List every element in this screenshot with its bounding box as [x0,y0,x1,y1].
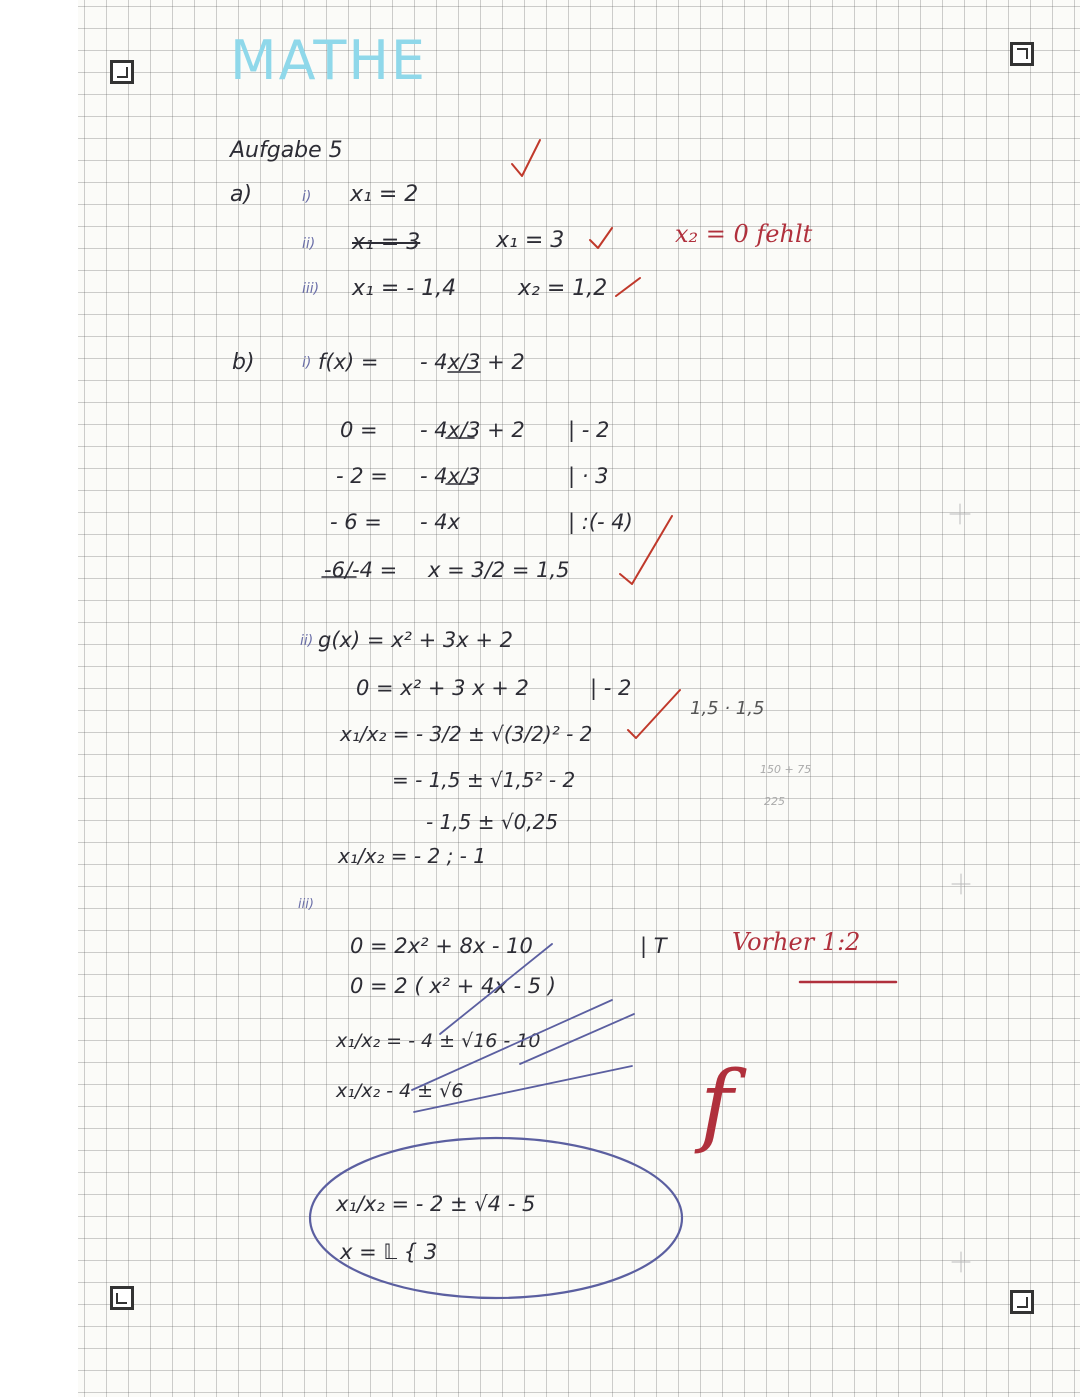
side-calc-2: 150 + 75 [760,763,812,776]
correction-missing-root: x₂ = 0 fehlt [675,220,813,248]
b-i-line-1-lhs: f(x) = [318,350,379,374]
part-a-ii-equation: x₁ = 3 [496,228,565,253]
b-i-line-5-rhs: x = 3/2 = 1,5 [428,558,570,582]
side-calc-1: 1,5 · 1,5 [690,698,765,719]
part-a-iii-equation-1: x₁ = - 1,4 [352,276,457,301]
b-ii-line-6: x₁/x₂ = - 2 ; - 1 [338,844,486,868]
part-a-i-equation: x₁ = 2 [350,182,419,207]
page-title: MATHE [230,29,428,92]
b-i-line-2-rhs: - 4x/3 + 2 [420,418,525,442]
task-heading: Aufgabe 5 [230,138,343,163]
b-i-line-3-lhs: - 2 = [336,464,388,488]
part-a-i-number: i) [302,189,312,205]
b-i-line-4-rhs: - 4x [420,510,461,534]
b-i-line-4-op: | :(- 4) [568,510,633,534]
part-a-iii-equation-2: x₂ = 1,2 [518,276,608,301]
b-ii-op: | - 2 [590,676,632,700]
part-b-ii-number: ii) [300,633,314,649]
b-ii-line-3: x₁/x₂ = - 3/2 ± √(3/2)² - 2 [340,722,593,746]
graph-paper [78,0,1080,1397]
b-i-line-4-lhs: - 6 = [330,510,382,534]
b-i-line-5-lhs: -6/-4 = [324,558,398,582]
b-iii-line-1: 0 = 2x² + 8x - 10 [350,934,533,958]
b-ii-line-5: - 1,5 ± √0,25 [426,810,559,834]
part-b-iii-number: iii) [298,897,314,912]
corner-marker-bottom-left [110,1286,134,1310]
part-a-label: a) [230,182,253,207]
b-i-line-2-lhs: 0 = [340,418,378,442]
b-ii-line-1: g(x) = x² + 3x + 2 [318,628,513,652]
corner-marker-bottom-right [1010,1290,1034,1314]
corner-marker-top-right [1010,42,1034,66]
b-iii-op: | T [640,934,667,958]
b-iii-line-2: 0 = 2 ( x² + 4x - 5 ) [350,974,556,998]
b-i-line-2-op: | - 2 [568,418,610,442]
corner-marker-top-left [110,60,134,84]
b-iii-line-4: x₁/x₂ - 4 ± √6 [336,1080,464,1102]
part-a-ii-number: ii) [302,236,316,252]
b-iii-line-6: x = 𝕃 { 3 [340,1240,438,1264]
score-note: Vorher 1:2 [732,928,861,956]
grade-f-mark: f [700,1052,734,1157]
part-b-label: b) [232,350,255,375]
b-ii-line-2: 0 = x² + 3 x + 2 [356,676,529,700]
b-i-line-3-op: | · 3 [568,464,609,488]
part-a-iii-number: iii) [302,281,320,297]
side-calc-3: 225 [764,795,785,808]
b-ii-line-4: = - 1,5 ± √1,5² - 2 [392,768,576,792]
part-b-i-number: i) [302,355,312,371]
b-iii-line-3: x₁/x₂ = - 4 ± √16 - 10 [336,1030,541,1052]
b-iii-line-5: x₁/x₂ = - 2 ± √4 - 5 [336,1192,536,1216]
b-i-line-1-rhs: - 4x/3 + 2 [420,350,525,374]
part-a-ii-struck: x₁ = 3 [352,230,421,255]
b-i-line-3-rhs: - 4x/3 [420,464,481,488]
